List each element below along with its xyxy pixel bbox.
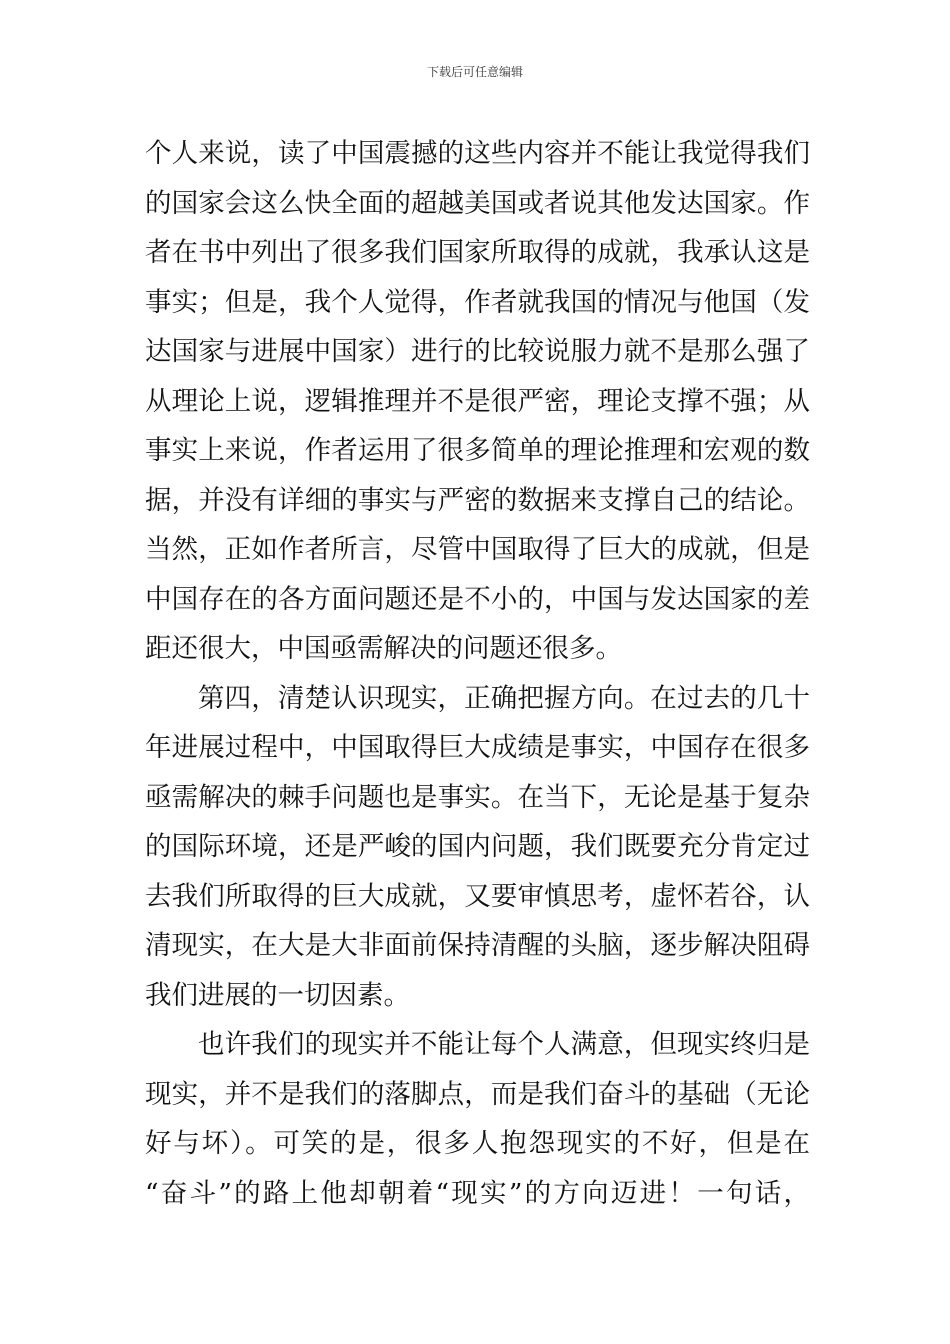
text-line: 亟需解决的棘手问题也是事实。在当下，无论是基于复杂 bbox=[145, 781, 810, 813]
page-header: 下载后可任意编辑 bbox=[426, 65, 523, 79]
text-line: 去我们所取得的巨大成就，又要审慎思考，虚怀若谷，认 bbox=[145, 880, 810, 912]
text-line: 中国存在的各方面问题还是不小的，中国与发达国家的差 bbox=[145, 583, 810, 615]
text-line: 的国家会这么快全面的超越美国或者说其他发达国家。作 bbox=[145, 187, 810, 219]
text-line: 清现实，在大是大非面前保持清醒的头脑，逐步解决阻碍 bbox=[145, 930, 810, 961]
text-line: 达国家与进展中国家）进行的比较说服力就不是那么强了 bbox=[145, 336, 810, 367]
text-line: 距还很大，中国亟需解决的问题还很多。 bbox=[145, 633, 622, 664]
body-text bbox=[145, 129, 810, 1218]
text-line: 好与坏）。可笑的是，很多人抱怨现实的不好，但是在 bbox=[145, 1128, 810, 1159]
text-line: 年进展过程中，中国取得巨大成绩是事实，中国存在很多 bbox=[145, 732, 810, 763]
text-line: 我们进展的一切因素。 bbox=[145, 979, 410, 1011]
text-line: 事实上来说，作者运用了很多简单的理论推理和宏观的数 bbox=[145, 435, 810, 466]
text-line: 现实，并不是我们的落脚点，而是我们奋斗的基础（无论 bbox=[145, 1078, 810, 1110]
text-line: 从理论上说，逻辑推理并不是很严密，理论支撑不强；从 bbox=[145, 385, 810, 417]
text-line: 的国际环境，还是严峻的国内问题，我们既要充分肯定过 bbox=[145, 831, 810, 862]
text-line: 据，并没有详细的事实与严密的数据来支撑自己的结论。 bbox=[145, 484, 810, 516]
text-line: 个人来说，读了中国震撼的这些内容并不能让我觉得我们 bbox=[145, 138, 810, 169]
text-line: 当然，正如作者所言，尽管中国取得了巨大的成就，但是 bbox=[145, 534, 810, 565]
text-line: “奋斗”的路上他却朝着“现实”的方向迈进！一句话， bbox=[145, 1177, 810, 1209]
text-line: 事实；但是，我个人觉得，作者就我国的情况与他国（发 bbox=[145, 286, 810, 318]
text-line: 者在书中列出了很多我们国家所取得的成就，我承认这是 bbox=[145, 237, 810, 268]
paragraph-first-line: 也许我们的现实并不能让每个人满意，但现实终归是 bbox=[198, 1029, 810, 1060]
paragraph-first-line: 第四，清楚认识现实，正确把握方向。在过去的几十 bbox=[198, 682, 810, 714]
